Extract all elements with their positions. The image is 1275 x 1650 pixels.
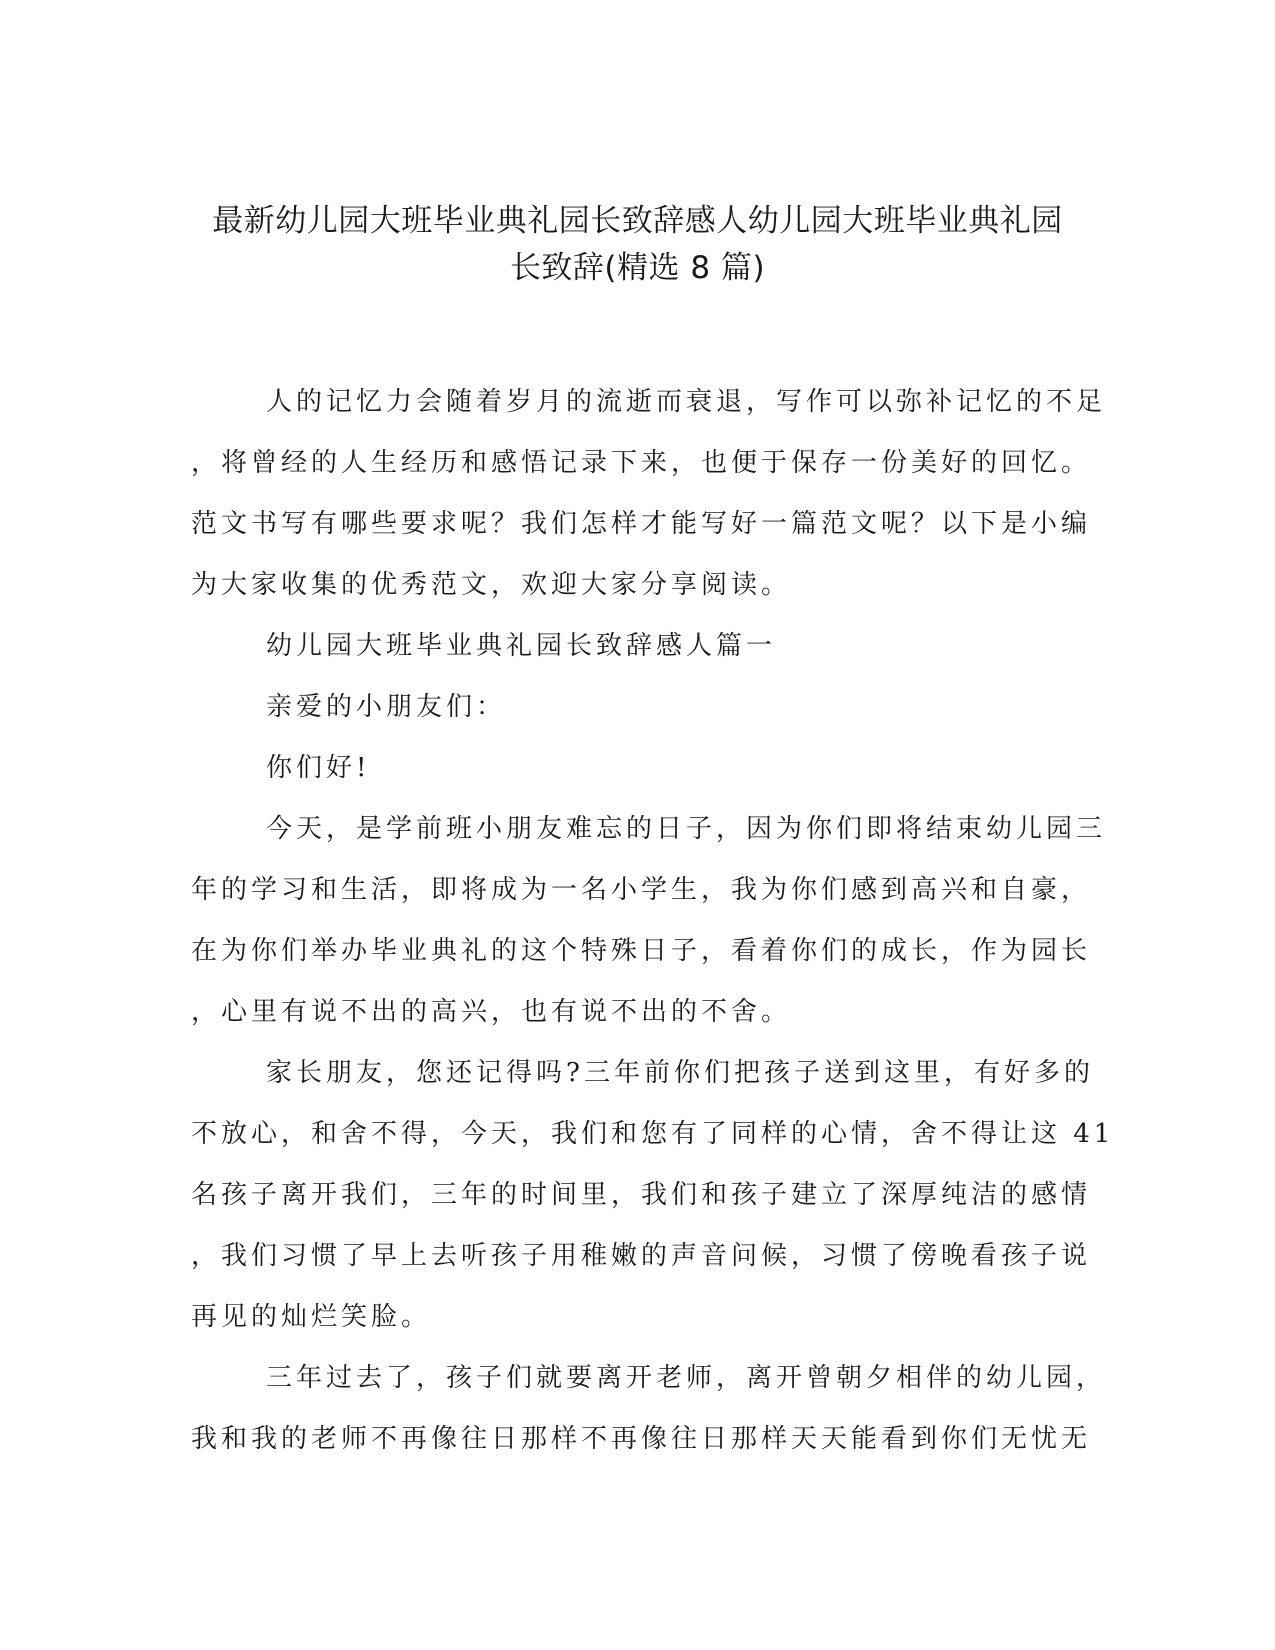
body-paragraph [191,799,1107,1043]
text-line: 你们好! [266,753,371,783]
text-line: 名孩子离开我们，三年的时间里，我们和孩子建立了深厚纯洁的感情 [191,1180,1092,1210]
salutation [191,677,1071,738]
text-line: 再见的灿烂笑脸。 [191,1302,432,1332]
text-line: 人的记忆力会随着岁月的流逝而衰退，写作可以弥补记忆的不足 [266,387,1107,417]
text-line: 为大家收集的优秀范文，欢迎大家分享阅读。 [191,570,792,600]
text-line: ，我们习惯了早上去听孩子用稚嫩的声音问候，习惯了傍晚看孩子说 [191,1241,1092,1271]
intro-paragraph [191,372,1107,616]
text-line: 家长朋友，您还记得吗?三年前你们把孩子送到这里，有好多的 [266,1058,1094,1088]
document-title [150,198,1125,292]
text-line: 亲爱的小朋友们： [266,692,507,722]
section-heading [191,616,1071,677]
text-line: 年的学习和生活，即将成为一名小学生，我为你们感到高兴和自豪， [191,875,1092,905]
text-line: 不放心，和舍不得，今天，我们和您有了同样的心情，舍不得让这 41 [191,1119,1115,1149]
text-line: ，将曾经的人生经历和感悟记录下来，也便于保存一份美好的回忆。 [191,448,1092,478]
text-line: 我和我的老师不再像往日那样不再像往日那样天天能看到你们无忧无 [191,1424,1092,1454]
body-paragraph [191,1043,1115,1348]
text-line: 今天，是学前班小朋友难忘的日子，因为你们即将结束幼儿园三 [266,814,1107,844]
greeting [191,738,1071,799]
title-line: 最新幼儿园大班毕业典礼园长致辞感人幼儿园大班毕业典礼园 [212,203,1063,239]
text-line: 在为你们举办毕业典礼的这个特殊日子，看着你们的成长，作为园长 [191,936,1092,966]
text-line: 三年过去了，孩子们就要离开老师，离开曾朝夕相伴的幼儿园， [266,1363,1107,1393]
body-paragraph [191,1348,1107,1470]
title-line: 长致辞(精选 8 篇) [509,250,766,286]
document-body [191,372,1115,1470]
text-line: 幼儿园大班毕业典礼园长致辞感人篇一 [266,631,777,661]
text-line: 范文书写有哪些要求呢？我们怎样才能写好一篇范文呢？以下是小编 [191,509,1092,539]
text-line: ，心里有说不出的高兴，也有说不出的不舍。 [191,997,792,1027]
